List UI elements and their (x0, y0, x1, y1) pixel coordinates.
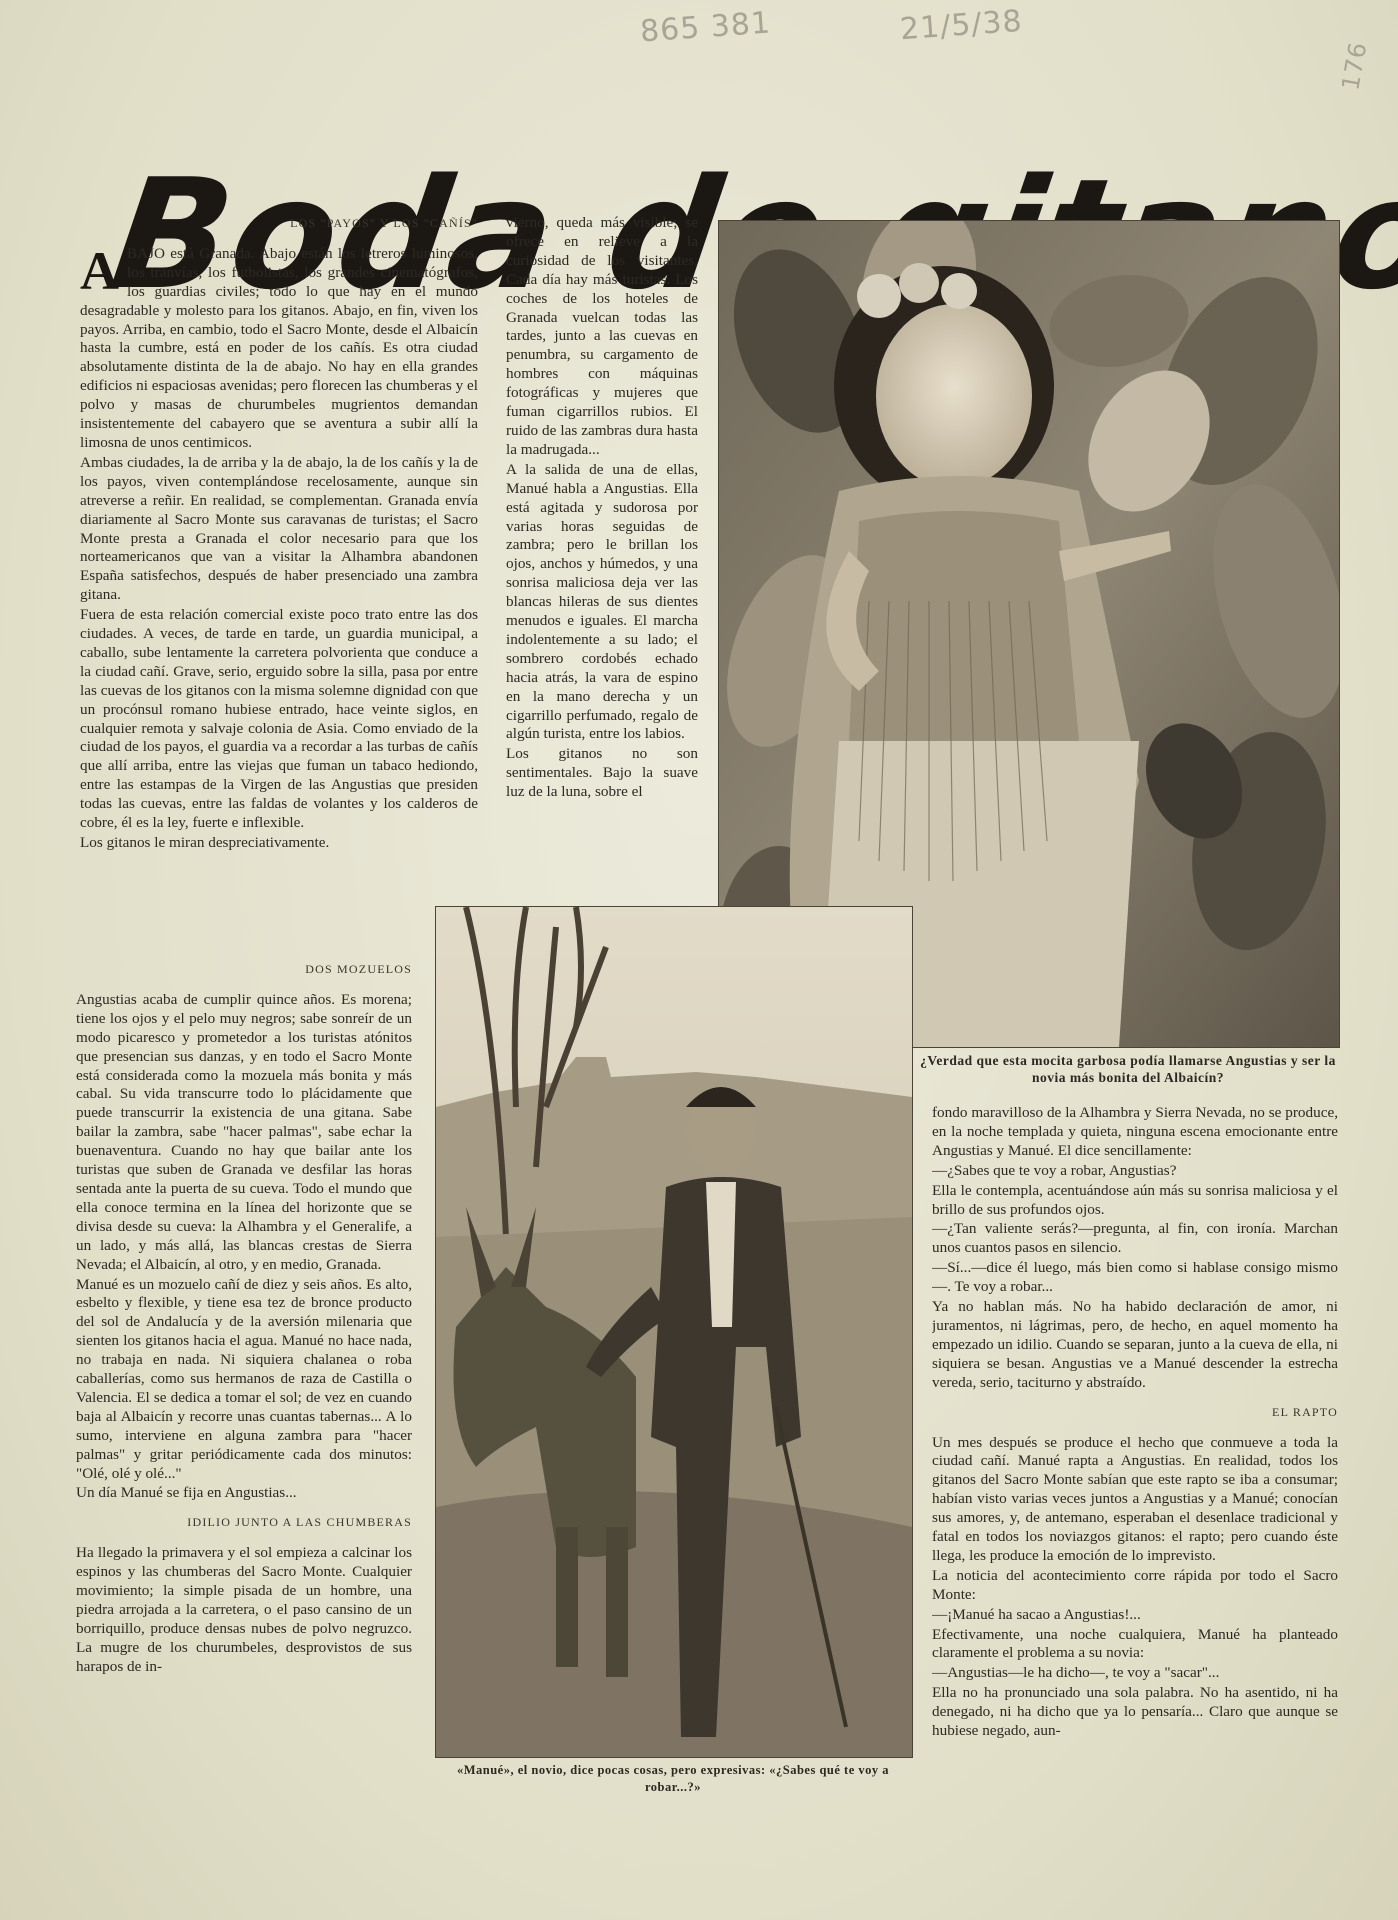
section-heading-idilio: IDILIO JUNTO A LAS CHUMBERAS (187, 1515, 412, 1530)
column-1-top (80, 214, 478, 944)
archive-page: 176 (1336, 39, 1373, 93)
section-heading-payos: LOS "PAYOS" Y LOS "CAÑÍS" (290, 216, 478, 230)
paragraph: BAJO está Granada. Abajo están los letreros luminosos, los tranvías, los futbolistas, los grandes cinematógrafos, los guardias civiles; todo lo que hay en el mundo desagradable y molesto para los gitanos. Abajo, en fin, viven los payos. Arriba, en cambio, todo el Sacro Monte, desde el Albaicín hasta la cumbre, está en poder de los cañís. Es otra ciudad absolutamente distinta de la de abajo. No hay en ella grandes edificios ni espaciosas avenidas; pero florecen las chumberas y el polvo y masas de churumbeles mugrientos demandan insistentemente del cabayero que se aventura a subir allí la limosna de unos centimicos. (80, 244, 478, 451)
photo-gypsy-boy-donkey (435, 906, 913, 1758)
column-3-bottom (932, 1104, 1338, 1918)
paragraph: Los gitanos le miran despreciativamente. (80, 834, 330, 851)
paragraph: A la salida de una de ellas, Manué habla a Angustias. Ella está agitada y sudorosa por varias horas seguidas de zambra; pero le brillan los ojos, anchos y húmedos, y una sonrisa maliciosa deja ver las blancas hileras de sus dientes menudos e iguales. El marcha indolentemente a su lado; el sombrero cordobés echado hacia atrás, la vara de espino en la mano derecha y un cigarrillo perfumado, regalo de algún turista, entre los labios. (506, 460, 698, 743)
caption-gypsy-boy: «Manué», el novio, dice pocas cosas, pero expresivas: «¿Sabes qué te voy a robar...?» (456, 1763, 890, 1794)
paragraph: —¿Sabes que te voy a robar, Angustias? (932, 1161, 1177, 1179)
archive-code: 865 381 (638, 5, 773, 50)
page-title: Boda de (102, 145, 838, 323)
paragraph: Ella le contempla, acentuándose aún más su sonrisa maliciosa y el brillo de sus profundos ojos. (932, 1181, 1338, 1218)
paragraph: Efectivamente, una noche cualquiera, Manué ha planteado claramente el problema a su novia: (932, 1625, 1338, 1662)
paragraph: Los gitanos no son sentimentales. Bajo la suave luz de la luna, sobre el (506, 745, 698, 801)
column-1-bottom (76, 960, 412, 1918)
paragraph: Un día Manué se fija en Angustias... (76, 1484, 297, 1502)
column-2-top (506, 214, 698, 914)
paragraph: Ha llegado la primavera y el sol empieza a calcinar los espinos y las chumberas del Sacro Monte. Cualquier movimiento; la simple pisada de un hombre, una piedra arrojada a la carretera, o el paso cansino de un borriquillo, produce densas nubes de polvo negruzco. La mugre de los churumbeles, desprovistos de sus harapos de in- (76, 1544, 412, 1675)
paragraph: fondo maravilloso de la Alhambra y Sierra Nevada, no se produce, en la noche templada y quieta, ninguna escena emocionante entre Angustias y Manué. El dice sencillamente: (932, 1104, 1338, 1159)
paragraph: Angustias acaba de cumplir quince años. Es morena; tiene los ojos y el pelo muy negros; sabe sonreír de un modo picaresco y prometedor a los turistas atónitos que presencian sus danzas, y en todo el Sacro Monte está considerada como la mozuela más bonita y más cabal. Su vida transcurre todo lo plácidamente que puede transcurrir la existencia de una gitana. Sabe bailar la zambra, sabe "hacer palmas", sabe echar la buenaventura. Cuando no hay que bailar ante los turistas que suben de Granada ve desfilar las horas sentada ante la puerta de su cueva. Todo el mundo que ella conoce termina en la línea del horizonte que se divisa desde su cueva: la Alhambra y el Generalife, a un lado, y más allá, las blancas crestas de Sierra Nevada; el Albaicín, al otro, y en medio, Granada. (76, 990, 412, 1273)
paragraph: Fuera de esta relación comercial existe poco trato entre las dos ciudades. A veces, de tarde en tarde, un guardia municipal, a caballo, sube lentamente la carretera polvorienta que conduce a la ciudad cañí. Grave, serio, erguido sobre la silla, pasa por entre las cuevas de los gitanos con la misma solemne dignidad con que un procónsul romano hubiese entrado, hace veinte siglos, en cualquier remota y salvaje colonia de Asia. Como enviado de la ciudad de los payos, el guardia va a recordar a las turbas de cañís que allí arriba, entre las viejas que fuman un tabaco hediondo, entre las estampas de la Virgen de las Angustias que presiden todas las cuevas, entre las faldas de volantes y los calderos de cobre, él es la ley, fuerte e inflexible. (80, 606, 478, 832)
archive-date: 21/5/38 (898, 3, 1024, 48)
paragraph: —¡Manué ha sacao a Angustias!... (932, 1605, 1141, 1623)
caption-gypsy-girl: ¿Verdad que esta mocita garbosa podía llamarse Angustias y ser la novia más bonita del Albaicín? (920, 1053, 1336, 1085)
paragraph: Ella no ha pronunciado una sola palabra. No ha asentido, ni ha denegado, ni ha dicho que ya lo pensaría... Claro que aunque se hubiese negado, aun- (932, 1684, 1338, 1740)
paragraph: —Sí...—dice él luego, más bien como si hablase consigo mismo—. Te voy a robar... (932, 1259, 1338, 1296)
paragraph: Ambas ciudades, la de arriba y la de abajo, la de los cañís y la de los payos, viven contemplándose recelosamente, aunque sin atreverse a reñir. En realidad, se complementan. Granada envía diariamente al Sacro Monte sus caravanas de turistas; el Sacro Monte presta a Granada el color necesario para que los norteamericanos que van a visitar la Alhambra abandonen España satisfechos, después de haber presenciado una zambra gitana. (80, 453, 478, 604)
section-heading-rapto: EL RAPTO (1272, 1404, 1338, 1419)
paragraph: Manué es un mozuelo cañí de diez y seis años. Es alto, esbelto y flexible, y tiene esa tez de bronce producto del sol de Andalucía y de la aversión milenaria que sienten los gitanos hacia el agua. Manué no hace nada, no trabaja en nada. Ni siquiera chalanea o roba caballerías, como sus hermanos de raza de Castilla o Valencia. El se dedica a tomar el sol; de vez en cuando baja al Albaicín y recorre unas cuantas tabernas... A lo sumo, interviene en alguna zambra para "hacer palmas" y gritar periódicamente cada dos minutos: "Olé, olé y olé..." (76, 1275, 412, 1482)
paragraph: Un mes después se produce el hecho que conmueve a toda la ciudad cañí. Manué rapta a Angustias. En realidad, todos los gitanos del Sacro Monte sabían que este rapto se iba a consumar; habían visto varias veces juntos a Angustias y a Manué; conocían sus amores, y, de antemano, esperaban el desenlace tradicional y fatal en todos los noviazgos gitanos: el rapto; pero cuando éste llega, les produce la emoción de lo imprevisto. (932, 1433, 1338, 1564)
paragraph: Ya no hablan más. No ha habido declaración de amor, ni juramentos, ni lágrimas, pero, de hecho, en aquel momento ha empezado un idilio. Cuando se separan, junto a la cueva de ella, ni siquiera se besan. Angustias ve a Manué descender la estrecha vereda, serio, taciturno y abstraído. (932, 1298, 1338, 1391)
paragraph: —Angustias—le ha dicho—, te voy a "sacar"... (932, 1664, 1220, 1682)
drop-cap: A (80, 240, 119, 301)
paragraph: vierno, queda más visible; se ofrece en relieve a la curiosidad de los visitantes. Cada día hay más turistas. Los coches de los hoteles de Granada vuelcan todas las tardes, junto a las cuevas en penumbra, su cargamento de hombres con máquinas fotográficas y mujeres que fuman cigarrillos rubios. El ruido de las zambras dura hasta la madrugada... (506, 214, 698, 458)
paragraph: —¿Tan valiente serás?—pregunta, al fin, con ironía. Marchan unos cuantos pasos en silencio. (932, 1220, 1338, 1257)
section-heading-mozuelos: DOS MOZUELOS (305, 962, 412, 976)
paragraph: La noticia del acontecimiento corre rápida por todo el Sacro Monte: (932, 1566, 1338, 1603)
photo-gypsy-boy-donkey-image (436, 907, 912, 1757)
